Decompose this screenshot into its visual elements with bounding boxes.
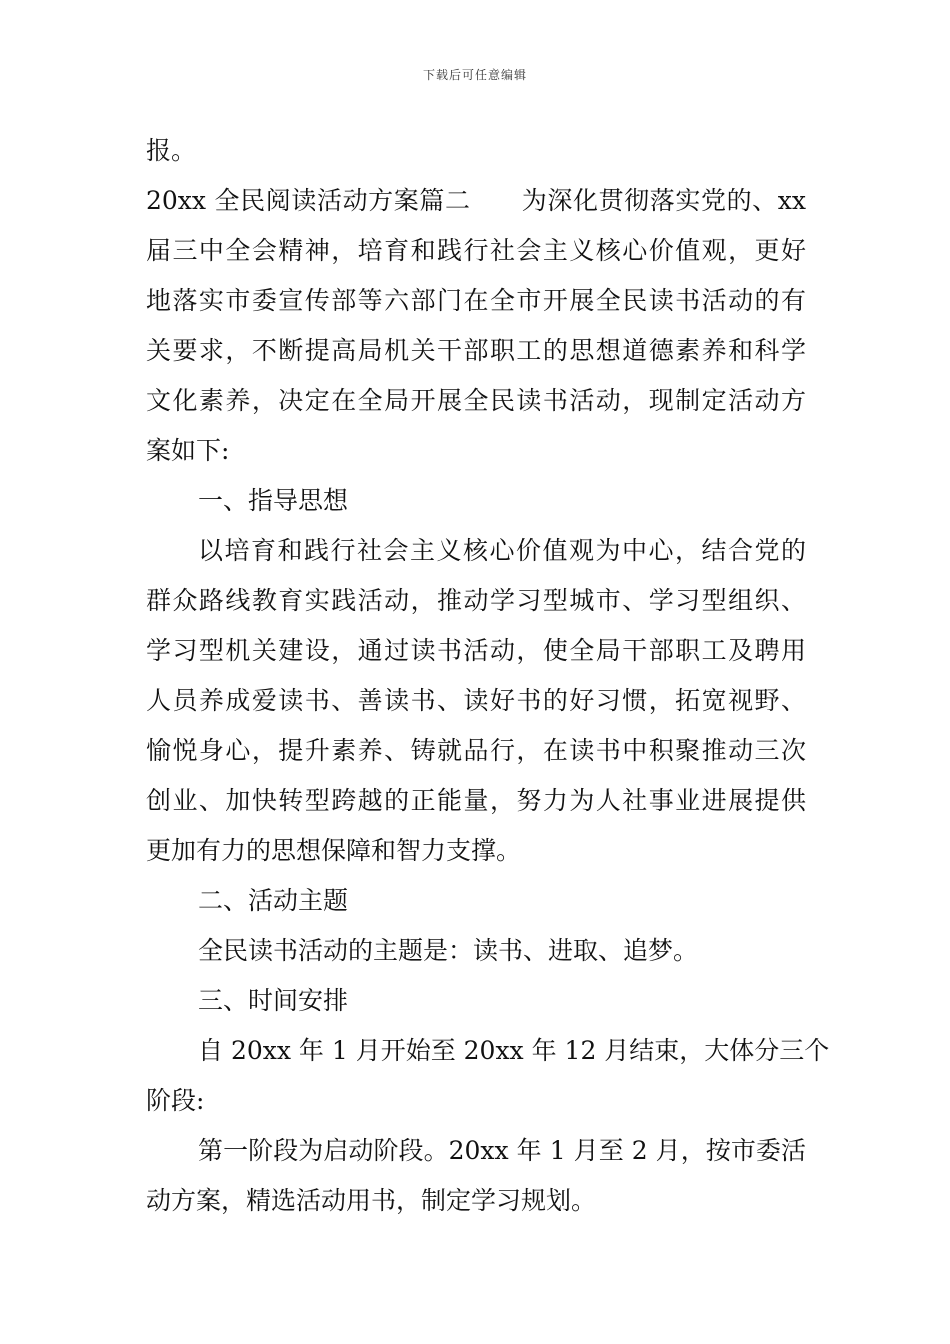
text-line: 学习型机关建设，通过读书活动，使全局干部职工及聘用 [146,636,806,665]
paragraph-first-line: 以培育和践行社会主义核心价值观为中心，结合党的 [198,536,806,565]
paragraph-first-line: 第一阶段为启动阶段。20xx 年 1 月至 2 月，按市委活 [198,1136,806,1165]
text-line: 报。 [146,136,197,165]
section-heading: 二、活动主题 [198,886,349,915]
paragraph-first-line: 全民读书活动的主题是：读书、进取、追梦。 [198,936,699,965]
text-line: 地落实市委宣传部等六部门在全市开展全民读书活动的有 [146,286,806,315]
page-header-note: 下载后可任意编辑 [422,68,527,82]
text-line: 人员养成爱读书、善读书、读好书的好习惯，拓宽视野、 [146,686,806,715]
text-line: 届三中全会精神，培育和践行社会主义核心价值观，更好 [146,236,806,265]
text-line: 创业、加快转型跨越的正能量，努力为人社事业进展提供 [146,786,806,815]
text-line: 动方案，精选活动用书，制定学习规划。 [146,1186,597,1215]
section-heading: 三、时间安排 [198,986,349,1015]
text-line: 案如下: [146,436,230,465]
text-line: 20xx 全民阅读活动方案篇二 为深化贯彻落实党的、xx [146,186,806,215]
text-line: 愉悦身心，提升素养、铸就品行，在读书中积聚推动三次 [146,736,806,765]
paragraph-first-line: 自 20xx 年 1 月开始至 20xx 年 12 月结束，大体分三个 [198,1036,830,1065]
text-line: 关要求，不断提高局机关干部职工的思想道德素养和科学 [146,336,806,365]
text-line: 文化素养，决定在全局开展全民读书活动，现制定活动方 [146,386,806,415]
section-heading: 一、指导思想 [198,486,349,515]
document-body [146,126,830,1226]
text-line: 群众路线教育实践活动，推动学习型城市、学习型组织、 [146,586,806,615]
text-line: 阶段: [146,1086,205,1115]
text-line: 更加有力的思想保障和智力支撑。 [146,836,522,865]
